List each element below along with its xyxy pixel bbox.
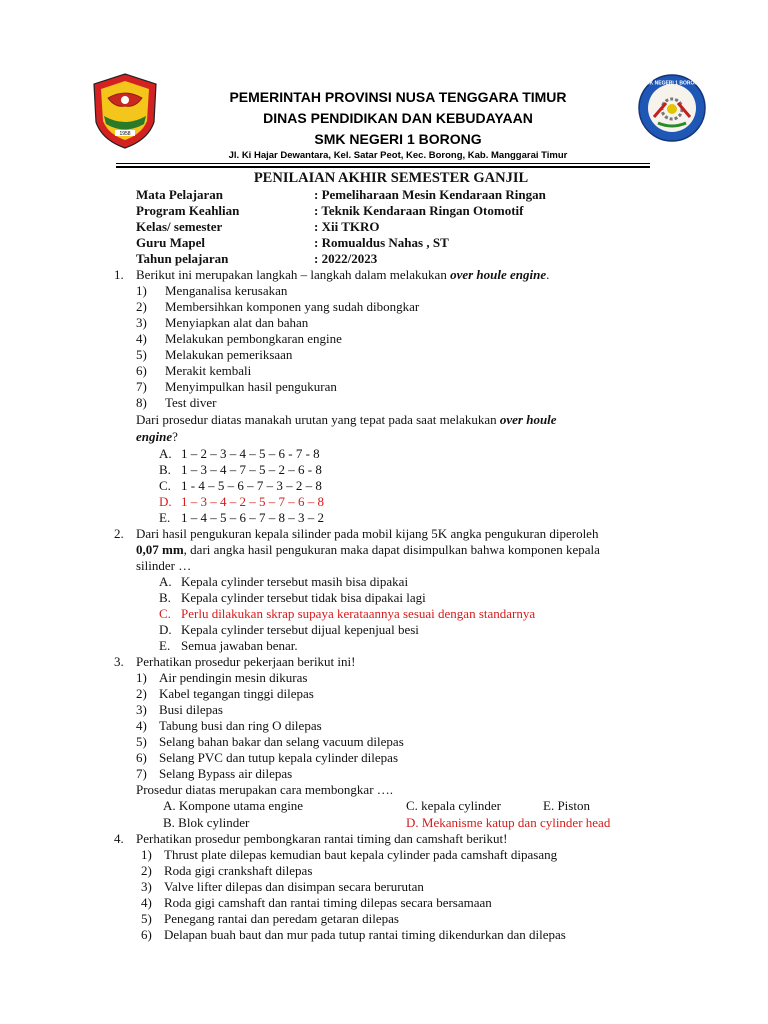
list-item-text: Menyiapkan alat dan bahan <box>165 315 309 330</box>
option-a: A. <box>159 446 172 461</box>
list-item: 7) <box>136 379 147 394</box>
question-4-text: Perhatikan prosedur pembongkaran rantai timing dan camshaft berikut! <box>136 831 508 846</box>
question-2-text: Dari hasil pengukuran kepala silinder pada mobil kijang 5K angka pengukuran diperoleh <box>136 526 599 541</box>
list-item: 3) <box>136 702 147 717</box>
option-b-text: B. Blok cylinder <box>163 815 250 830</box>
letterhead-divider-thick <box>116 166 650 168</box>
option-e-text: Semua jawaban benar. <box>181 638 298 653</box>
list-item: 5) <box>136 347 147 362</box>
list-item: 4) <box>136 331 147 346</box>
option-c-text: Perlu dilakukan skrap supaya kerataannya sesuai dengan standarnya <box>181 606 536 621</box>
list-item: 7) <box>136 766 147 781</box>
list-item-text: Menganalisa kerusakan <box>165 283 288 298</box>
question-number: 2. <box>114 526 124 541</box>
question-1-prompt: Dari prosedur diatas manakah urutan yang tepat pada saat melakukan over houle <box>136 412 557 427</box>
list-item: 1) <box>136 670 147 685</box>
list-item: 5) <box>141 911 152 926</box>
list-item-text: Thrust plate dilepas kemudian baut kepala cylinder pada camshaft dipasang <box>164 847 558 862</box>
list-item: 8) <box>136 395 147 410</box>
letterhead-government: PEMERINTAH PROVINSI NUSA TENGGARA TIMUR <box>229 89 567 105</box>
list-item: 6) <box>136 363 147 378</box>
list-item-text: Roda gigi crankshaft dilepas <box>164 863 313 878</box>
list-item-text: Delapan buah baut dan mur pada tutup rantai timing dikendurkan dan dilepas <box>164 927 566 942</box>
question-1-prompt-cont: engine? <box>136 429 178 444</box>
list-item-text: Roda gigi camshaft dan rantai timing dilepas secara bersamaan <box>164 895 492 910</box>
letterhead-divider <box>116 163 650 164</box>
list-item: 3) <box>136 315 147 330</box>
letterhead-department: DINAS PENDIDIKAN DAN KEBUDAYAAN <box>263 110 533 126</box>
list-item: 4) <box>141 895 152 910</box>
question-2-text-line3: silinder … <box>136 558 192 573</box>
option-e: E. <box>159 510 171 525</box>
list-item: 1) <box>141 847 152 862</box>
option-d-correct: D. <box>159 494 172 509</box>
question-number: 1. <box>114 267 124 282</box>
list-item-text: Melakukan pembongkaran engine <box>165 331 342 346</box>
option-d-correct: D. Mekanisme katup dan cylinder head <box>406 815 611 830</box>
option-c: C. <box>159 478 171 493</box>
question-2-text-line2: 0,07 mm, dari angka hasil pengukuran maka dapat disimpulkan bahwa komponen kepala <box>136 542 600 557</box>
list-item: 6) <box>136 750 147 765</box>
question-3-text: Perhatikan prosedur pekerjaan berikut ini! <box>136 654 356 669</box>
option-d-text: 1 – 3 – 4 – 2 – 5 – 7 – 6 – 8 <box>181 494 324 509</box>
list-item-text: Busi dilepas <box>159 702 223 717</box>
option-b: B. <box>159 590 171 605</box>
list-item-text: Selang Bypass air dilepas <box>159 766 293 781</box>
option-a-text: 1 – 2 – 3 – 4 – 5 – 6 - 7 - 8 <box>181 446 320 461</box>
option-c-text: C. kepala cylinder <box>406 798 501 813</box>
exam-title: PENILAIAN AKHIR SEMESTER GANJIL <box>253 170 529 186</box>
list-item-text: Penegang rantai dan peredam getaran dilepas <box>164 911 399 926</box>
option-a: A. <box>159 574 172 589</box>
question-3-prompt: Prosedur diatas merupakan cara membongkar …. <box>136 782 394 797</box>
list-item: 5) <box>136 734 147 749</box>
option-e-text: 1 – 4 – 5 – 6 – 7 – 8 – 3 – 2 <box>181 510 324 525</box>
list-item: 4) <box>136 718 147 733</box>
option-b: B. <box>159 462 171 477</box>
list-item-text: Melakukan pemeriksaan <box>165 347 293 362</box>
option-b-text: 1 – 3 – 4 – 7 – 5 – 2 – 6 - 8 <box>181 462 322 477</box>
list-item-text: Tabung busi dan ring O dilepas <box>159 718 322 733</box>
option-a-text: Kepala cylinder tersebut masih bisa dipakai <box>181 574 409 589</box>
list-item-text: Valve lifter dilepas dan disimpan secara berurutan <box>164 879 424 894</box>
option-b-text: Kepala cylinder tersebut tidak bisa dipakai lagi <box>181 590 426 605</box>
question-1-text: Berikut ini merupakan langkah – langkah dalam melakukan over houle engine. <box>136 267 550 282</box>
svg-text:SMK NEGERI 1 BORONG: SMK NEGERI 1 BORONG <box>642 80 702 87</box>
option-e-text: E. Piston <box>543 798 590 813</box>
svg-text:1958: 1958 <box>119 131 131 138</box>
question-number: 4. <box>114 831 124 846</box>
list-item: 2) <box>141 863 152 878</box>
list-item-text: Selang bahan bakar dan selang vacuum dilepas <box>159 734 404 749</box>
list-item-text: Kabel tegangan tinggi dilepas <box>159 686 314 701</box>
option-c-text: 1 - 4 – 5 – 6 – 7 – 3 – 2 – 8 <box>181 478 322 493</box>
list-item-text: Menyimpulkan hasil pengukuran <box>165 379 337 394</box>
list-item: 1) <box>136 283 147 298</box>
letterhead-school: SMK NEGERI 1 BORONG <box>314 131 482 147</box>
question-number: 3. <box>114 654 124 669</box>
list-item: 2) <box>136 686 147 701</box>
option-d: D. <box>159 622 172 637</box>
list-item-text: Air pendingin mesin dikuras <box>159 670 308 685</box>
option-d-text: Kepala cylinder tersebut dijual kepenjual besi <box>181 622 419 637</box>
letterhead-address: Jl. Ki Hajar Dewantara, Kel. Satar Peot, Kec. Borong, Kab. Manggarai Timur <box>228 150 568 161</box>
list-item-text: Merakit kembali <box>165 363 252 378</box>
list-item: 6) <box>141 927 152 942</box>
option-e: E. <box>159 638 171 653</box>
list-item-text: Selang PVC dan tutup kepala cylinder dilepas <box>159 750 399 765</box>
list-item-text: Test diver <box>165 395 217 410</box>
list-item-text: Membersihkan komponen yang sudah dibongkar <box>165 299 420 314</box>
list-item: 2) <box>136 299 147 314</box>
option-a-text: A. Kompone utama engine <box>163 798 304 813</box>
option-c-correct: C. <box>159 606 171 621</box>
list-item: 3) <box>141 879 152 894</box>
